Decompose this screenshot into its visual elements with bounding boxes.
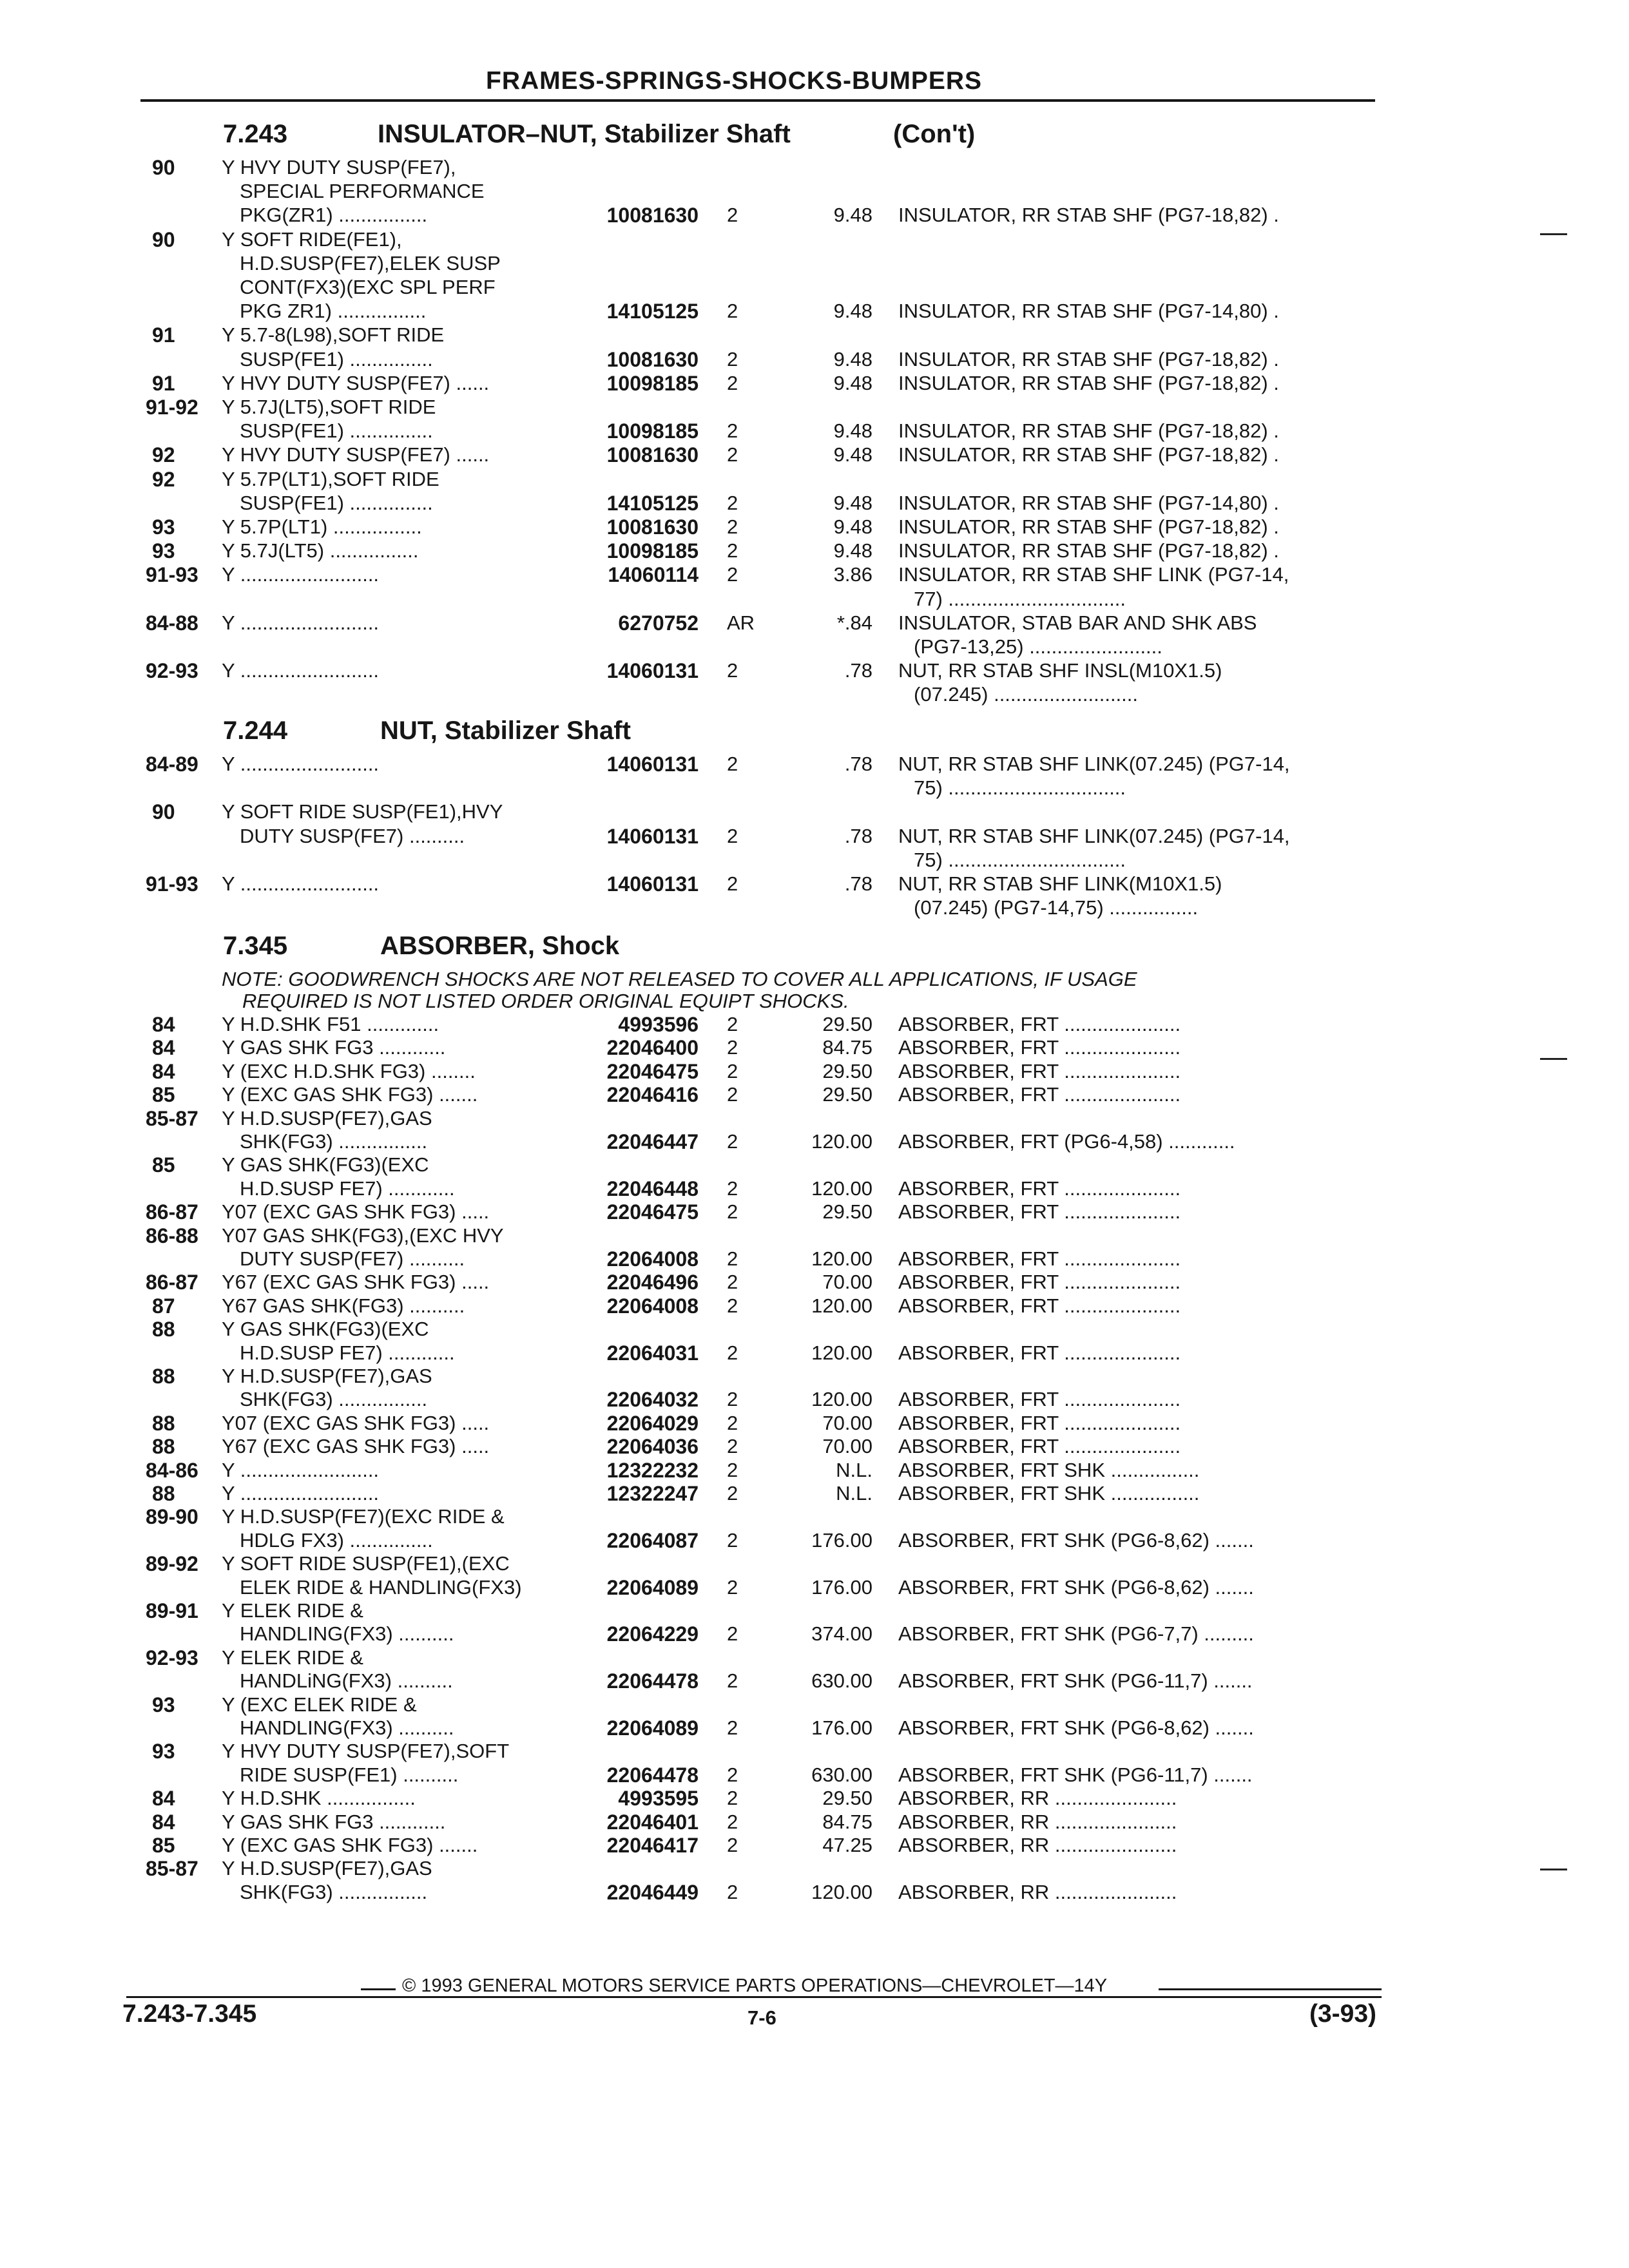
part-description: ABSORBER, FRT ..................... bbox=[898, 1294, 1181, 1317]
model-year: 86-87 bbox=[146, 1200, 198, 1224]
part-number: 14060131 bbox=[606, 753, 699, 776]
margin-mark bbox=[1540, 1869, 1567, 1870]
usage-line: PKG(ZR1) ................ bbox=[240, 204, 428, 227]
part-description: INSULATOR, RR STAB SHF (PG7-18,82) . bbox=[898, 515, 1279, 538]
usage-line: Y ELEK RIDE & bbox=[222, 1646, 363, 1669]
quantity: 2 bbox=[727, 1130, 738, 1153]
usage-line: Y07 (EXC GAS SHK FG3) ..... bbox=[222, 1411, 490, 1434]
list-price: 374.00 bbox=[811, 1622, 872, 1646]
usage-line: Y HVY DUTY SUSP(FE7) ...... bbox=[222, 443, 490, 466]
usage-line: Y ......................... bbox=[222, 753, 380, 775]
model-year: 92-93 bbox=[146, 1646, 198, 1669]
usage-line: PKG ZR1) ................ bbox=[240, 300, 427, 323]
usage-line: Y GAS SHK FG3 ............ bbox=[222, 1036, 446, 1059]
part-number: 22046417 bbox=[606, 1834, 699, 1857]
list-price: 47.25 bbox=[822, 1834, 872, 1856]
list-price: .78 bbox=[844, 753, 872, 775]
part-number: 12322232 bbox=[606, 1458, 699, 1482]
list-price: 9.48 bbox=[833, 204, 872, 227]
part-description: INSULATOR, RR STAB SHF (PG7-18,82) . bbox=[898, 347, 1279, 370]
part-description: ABSORBER, FRT SHK ................ bbox=[898, 1482, 1200, 1504]
model-year: 88 bbox=[152, 1411, 175, 1435]
part-number: 10098185 bbox=[606, 539, 699, 563]
quantity: 2 bbox=[727, 443, 738, 466]
quantity: 2 bbox=[727, 1177, 738, 1200]
quantity: 2 bbox=[727, 1294, 738, 1317]
list-price: 70.00 bbox=[822, 1411, 872, 1434]
part-number: 10098185 bbox=[606, 419, 699, 443]
usage-line: Y (EXC GAS SHK FG3) ....... bbox=[222, 1083, 478, 1106]
section-number: 7.345 bbox=[223, 932, 288, 960]
part-description: ABSORBER, FRT SHK (PG6-8,62) ....... bbox=[898, 1575, 1254, 1599]
part-number: 22064031 bbox=[606, 1341, 699, 1365]
quantity: 2 bbox=[727, 1763, 738, 1786]
part-description: ABSORBER, FRT ..................... bbox=[898, 1036, 1181, 1059]
part-number: 4993596 bbox=[618, 1013, 699, 1036]
list-price: 9.48 bbox=[833, 515, 872, 538]
list-price: 84.75 bbox=[822, 1036, 872, 1059]
quantity: 2 bbox=[727, 563, 738, 586]
usage-line: SHK(FG3) ................ bbox=[240, 1130, 428, 1153]
part-number: 22046475 bbox=[606, 1200, 699, 1224]
quantity: 2 bbox=[727, 753, 738, 775]
part-description: ABSORBER, FRT ..................... bbox=[898, 1059, 1181, 1082]
part-description: ABSORBER, FRT ..................... bbox=[898, 1271, 1181, 1294]
margin-mark bbox=[1540, 1058, 1567, 1060]
part-number: 6270752 bbox=[618, 611, 699, 635]
part-description: 75) ................................ bbox=[914, 848, 1126, 871]
section-note: REQUIRED IS NOT LISTED ORDER ORIGINAL EQUIPT SHOCKS. bbox=[242, 990, 849, 1012]
usage-line: Y 5.7P(LT1),SOFT RIDE bbox=[222, 467, 439, 490]
part-number: 22064478 bbox=[606, 1763, 699, 1787]
list-price: 9.48 bbox=[833, 539, 872, 562]
model-year: 87 bbox=[152, 1294, 175, 1318]
quantity: 2 bbox=[727, 539, 738, 562]
usage-line: Y H.D.SUSP(FE7),GAS bbox=[222, 1365, 432, 1387]
usage-line: Y ELEK RIDE & bbox=[222, 1599, 363, 1622]
quantity: 2 bbox=[727, 1388, 738, 1411]
usage-line: DUTY SUSP(FE7) .......... bbox=[240, 824, 465, 847]
part-description: (07.245) (PG7-14,75) ................ bbox=[914, 896, 1199, 919]
part-description: INSULATOR, RR STAB SHF (PG7-18,82) . bbox=[898, 419, 1279, 443]
quantity: 2 bbox=[727, 1341, 738, 1364]
part-number: 14060131 bbox=[606, 659, 699, 683]
quantity: 2 bbox=[727, 1810, 738, 1833]
list-price: 176.00 bbox=[811, 1716, 872, 1739]
part-description: ABSORBER, FRT ..................... bbox=[898, 1435, 1181, 1458]
part-description: NUT, RR STAB SHF LINK(07.245) (PG7-14, bbox=[898, 824, 1290, 847]
footer-copyright: © 1993 GENERAL MOTORS SERVICE PARTS OPERATIONS—CHEVROLET—14Y bbox=[402, 1975, 1108, 1996]
usage-line: HANDLING(FX3) .......... bbox=[240, 1716, 454, 1739]
list-price: 70.00 bbox=[822, 1435, 872, 1458]
list-price: 120.00 bbox=[811, 1880, 872, 1903]
usage-line: HANDLiNG(FX3) .......... bbox=[240, 1669, 453, 1693]
part-description: ABSORBER, FRT ..................... bbox=[898, 1200, 1181, 1224]
usage-line: Y 5.7J(LT5),SOFT RIDE bbox=[222, 396, 436, 418]
list-price: 120.00 bbox=[811, 1247, 872, 1270]
quantity: 2 bbox=[727, 491, 738, 514]
usage-line: H.D.SUSP FE7) ............ bbox=[240, 1341, 455, 1364]
quantity: 2 bbox=[727, 1411, 738, 1434]
part-description: 77) ................................ bbox=[914, 587, 1126, 610]
list-price: 9.48 bbox=[833, 347, 872, 370]
part-number: 22046400 bbox=[606, 1036, 699, 1060]
usage-line: CONT(FX3)(EXC SPL PERF bbox=[240, 276, 496, 298]
list-price: 84.75 bbox=[822, 1810, 872, 1833]
part-description: ABSORBER, FRT ..................... bbox=[898, 1247, 1181, 1270]
list-price: 120.00 bbox=[811, 1177, 872, 1200]
part-number: 10081630 bbox=[606, 515, 699, 539]
usage-line: Y 5.7P(LT1) ................ bbox=[222, 515, 422, 538]
list-price: 29.50 bbox=[822, 1013, 872, 1035]
model-year: 92 bbox=[152, 467, 175, 491]
quantity: 2 bbox=[727, 824, 738, 847]
usage-line: Y ......................... bbox=[222, 611, 380, 634]
part-description: NUT, RR STAB SHF INSL(M10X1.5) bbox=[898, 659, 1222, 682]
model-year: 93 bbox=[152, 1693, 175, 1716]
usage-line: Y (EXC GAS SHK FG3) ....... bbox=[222, 1834, 478, 1856]
quantity: 2 bbox=[727, 1458, 738, 1481]
usage-line: SHK(FG3) ................ bbox=[240, 1388, 428, 1411]
part-number: 10081630 bbox=[606, 204, 699, 227]
part-description: NUT, RR STAB SHF LINK(07.245) (PG7-14, bbox=[898, 753, 1290, 775]
header-rule bbox=[140, 99, 1375, 102]
section-note: NOTE: GOODWRENCH SHOCKS ARE NOT RELEASED TO COVER ALL APPLICATIONS, IF USAGE bbox=[222, 968, 1137, 990]
quantity: 2 bbox=[727, 347, 738, 370]
usage-line: Y (EXC H.D.SHK FG3) ........ bbox=[222, 1059, 476, 1082]
model-year: 84 bbox=[152, 1810, 175, 1834]
quantity: 2 bbox=[727, 1716, 738, 1739]
list-price: 70.00 bbox=[822, 1271, 872, 1294]
quantity: 2 bbox=[727, 1059, 738, 1082]
part-description: 75) ................................ bbox=[914, 776, 1126, 800]
list-price: 29.50 bbox=[822, 1787, 872, 1810]
model-year: 84 bbox=[152, 1787, 175, 1811]
part-number: 22064008 bbox=[606, 1294, 699, 1318]
usage-line: SPECIAL PERFORMANCE bbox=[240, 180, 485, 203]
list-price: 29.50 bbox=[822, 1083, 872, 1106]
usage-line: Y SOFT RIDE(FE1), bbox=[222, 227, 402, 251]
model-year: 88 bbox=[152, 1435, 175, 1459]
usage-line: Y07 GAS SHK(FG3),(EXC HVY bbox=[222, 1224, 504, 1247]
part-number: 22046401 bbox=[606, 1810, 699, 1834]
model-year: 89-90 bbox=[146, 1505, 198, 1529]
quantity: 2 bbox=[727, 1271, 738, 1294]
model-year: 86-87 bbox=[146, 1271, 198, 1294]
part-number: 22046447 bbox=[606, 1130, 699, 1153]
quantity: 2 bbox=[727, 1435, 738, 1458]
part-description: ABSORBER, FRT SHK ................ bbox=[898, 1458, 1200, 1481]
usage-line: RIDE SUSP(FE1) .......... bbox=[240, 1763, 459, 1786]
model-year: 89-91 bbox=[146, 1599, 198, 1622]
model-year: 84 bbox=[152, 1059, 175, 1083]
part-number: 10081630 bbox=[606, 443, 699, 467]
list-price: 120.00 bbox=[811, 1130, 872, 1153]
list-price: 29.50 bbox=[822, 1059, 872, 1082]
quantity: 2 bbox=[727, 1036, 738, 1059]
model-year: 91-93 bbox=[146, 563, 198, 587]
list-price: N.L. bbox=[836, 1482, 872, 1504]
model-year: 88 bbox=[152, 1318, 175, 1341]
usage-line: Y H.D.SHK ................ bbox=[222, 1787, 416, 1810]
part-number: 22064008 bbox=[606, 1247, 699, 1271]
list-price: 120.00 bbox=[811, 1341, 872, 1364]
usage-line: Y H.D.SHK F51 ............. bbox=[222, 1013, 439, 1035]
part-description: ABSORBER, FRT SHK (PG6-8,62) ....... bbox=[898, 1716, 1254, 1739]
model-year: 84 bbox=[152, 1013, 175, 1036]
usage-line: Y 5.7-8(L98),SOFT RIDE bbox=[222, 323, 445, 347]
usage-line: Y ......................... bbox=[222, 659, 380, 682]
list-price: 29.50 bbox=[822, 1200, 872, 1224]
model-year: 85 bbox=[152, 1083, 175, 1107]
section-name: NUT, Stabilizer Shaft bbox=[380, 716, 631, 745]
usage-line: Y SOFT RIDE SUSP(FE1),HVY bbox=[222, 800, 503, 823]
quantity: 2 bbox=[727, 419, 738, 443]
usage-line: ELEK RIDE & HANDLING(FX3) bbox=[240, 1575, 522, 1599]
part-description: ABSORBER, RR ...................... bbox=[898, 1810, 1177, 1833]
list-price: 120.00 bbox=[811, 1388, 872, 1411]
part-number: 14105125 bbox=[606, 300, 699, 323]
section-name: ABSORBER, Shock bbox=[380, 932, 620, 960]
part-number: 22046496 bbox=[606, 1271, 699, 1294]
part-description: ABSORBER, FRT ..................... bbox=[898, 1341, 1181, 1364]
part-description: INSULATOR, RR STAB SHF (PG7-14,80) . bbox=[898, 491, 1279, 514]
part-number: 10098185 bbox=[606, 371, 699, 395]
usage-line: Y GAS SHK(FG3)(EXC bbox=[222, 1153, 429, 1177]
model-year: 91 bbox=[152, 323, 175, 347]
footer-rule-left bbox=[361, 1988, 396, 1990]
model-year: 90 bbox=[152, 800, 175, 824]
model-year: 91-92 bbox=[146, 396, 198, 419]
model-year: 93 bbox=[152, 515, 175, 539]
part-number: 14060114 bbox=[608, 563, 699, 587]
model-year: 85 bbox=[152, 1834, 175, 1857]
part-number: 22064478 bbox=[606, 1669, 699, 1693]
list-price: .78 bbox=[844, 872, 872, 895]
model-year: 88 bbox=[152, 1365, 175, 1388]
part-number: 22064089 bbox=[606, 1716, 699, 1740]
part-number: 22046448 bbox=[606, 1177, 699, 1200]
usage-line: Y ......................... bbox=[222, 1458, 380, 1481]
list-price: 176.00 bbox=[811, 1528, 872, 1552]
quantity: 2 bbox=[727, 515, 738, 538]
usage-line: Y HVY DUTY SUSP(FE7) ...... bbox=[222, 371, 490, 394]
usage-line: HANDLING(FX3) .......... bbox=[240, 1622, 454, 1646]
part-description: INSULATOR, RR STAB SHF (PG7-18,82) . bbox=[898, 371, 1279, 394]
footer-rule-right bbox=[1159, 1988, 1382, 1990]
usage-line: HDLG FX3) ............... bbox=[240, 1528, 433, 1552]
usage-line: SUSP(FE1) ............... bbox=[240, 347, 433, 370]
part-description: ABSORBER, FRT ..................... bbox=[898, 1083, 1181, 1106]
part-description: INSULATOR, RR STAB SHF (PG7-18,82) . bbox=[898, 204, 1279, 227]
usage-line: Y SOFT RIDE SUSP(FE1),(EXC bbox=[222, 1552, 510, 1575]
usage-line: SUSP(FE1) ............... bbox=[240, 419, 433, 443]
part-description: (07.245) .......................... bbox=[914, 683, 1139, 706]
part-number: 4993595 bbox=[618, 1787, 699, 1811]
part-description: (PG7-13,25) ........................ bbox=[914, 635, 1162, 658]
list-price: 9.48 bbox=[833, 443, 872, 466]
list-price: N.L. bbox=[836, 1458, 872, 1481]
quantity: 2 bbox=[727, 371, 738, 394]
quantity: 2 bbox=[727, 1200, 738, 1224]
part-description: INSULATOR, RR STAB SHF LINK (PG7-14, bbox=[898, 563, 1289, 586]
usage-line: Y HVY DUTY SUSP(FE7), bbox=[222, 156, 456, 178]
usage-line: Y H.D.SUSP(FE7),GAS bbox=[222, 1106, 432, 1129]
usage-line: SUSP(FE1) ............... bbox=[240, 491, 433, 514]
model-year: 91 bbox=[152, 371, 175, 395]
part-number: 22046475 bbox=[606, 1059, 699, 1083]
part-description: ABSORBER, FRT SHK (PG6-11,7) ....... bbox=[898, 1669, 1253, 1693]
model-year: 90 bbox=[152, 156, 175, 179]
model-year: 84-86 bbox=[146, 1458, 198, 1482]
part-number: 14060131 bbox=[606, 824, 699, 848]
footer-section-ref: 7.243-7.345 bbox=[122, 2000, 257, 2028]
part-number: 22064032 bbox=[606, 1388, 699, 1412]
model-year: 86-88 bbox=[146, 1224, 198, 1247]
usage-line: Y ......................... bbox=[222, 563, 380, 586]
quantity: 2 bbox=[727, 1787, 738, 1810]
list-price: 3.86 bbox=[833, 563, 872, 586]
part-description: ABSORBER, FRT ..................... bbox=[898, 1411, 1181, 1434]
usage-line: Y07 (EXC GAS SHK FG3) ..... bbox=[222, 1200, 490, 1224]
quantity: AR bbox=[727, 611, 755, 634]
quantity: 2 bbox=[727, 1528, 738, 1552]
part-description: ABSORBER, FRT (PG6-4,58) ............ bbox=[898, 1130, 1235, 1153]
part-description: ABSORBER, RR ...................... bbox=[898, 1834, 1177, 1856]
usage-line: DUTY SUSP(FE7) .......... bbox=[240, 1247, 465, 1270]
section-continued: (Con't) bbox=[893, 120, 976, 148]
model-year: 91-93 bbox=[146, 872, 198, 896]
usage-line: Y HVY DUTY SUSP(FE7),SOFT bbox=[222, 1740, 510, 1763]
part-number: 22064036 bbox=[606, 1435, 699, 1459]
footer-page-number: 7-6 bbox=[747, 2006, 776, 2029]
model-year: 88 bbox=[152, 1482, 175, 1505]
usage-line: Y H.D.SUSP(FE7)(EXC RIDE & bbox=[222, 1505, 505, 1528]
quantity: 2 bbox=[727, 204, 738, 227]
usage-line: Y (EXC ELEK RIDE & bbox=[222, 1693, 417, 1716]
part-number: 12322247 bbox=[606, 1482, 699, 1505]
quantity: 2 bbox=[727, 1622, 738, 1646]
part-description: ABSORBER, FRT ..................... bbox=[898, 1388, 1181, 1411]
usage-line: Y67 (EXC GAS SHK FG3) ..... bbox=[222, 1271, 490, 1294]
part-number: 22064089 bbox=[606, 1575, 699, 1599]
quantity: 2 bbox=[727, 1013, 738, 1035]
model-year: 85-87 bbox=[146, 1857, 198, 1881]
list-price: 630.00 bbox=[811, 1669, 872, 1693]
list-price: 9.48 bbox=[833, 300, 872, 323]
quantity: 2 bbox=[727, 1669, 738, 1693]
list-price: 630.00 bbox=[811, 1763, 872, 1786]
list-price: 9.48 bbox=[833, 419, 872, 443]
footer-date: (3-93) bbox=[1309, 2000, 1377, 2028]
section-number: 7.244 bbox=[223, 716, 288, 745]
list-price: 9.48 bbox=[833, 491, 872, 514]
part-number: 14105125 bbox=[606, 491, 699, 515]
quantity: 2 bbox=[727, 1247, 738, 1270]
part-description: INSULATOR, RR STAB SHF (PG7-18,82) . bbox=[898, 539, 1279, 562]
margin-mark bbox=[1540, 233, 1567, 235]
page-title: FRAMES-SPRINGS-SHOCKS-BUMPERS bbox=[486, 67, 983, 95]
part-description: ABSORBER, FRT SHK (PG6-8,62) ....... bbox=[898, 1528, 1254, 1552]
model-year: 92 bbox=[152, 443, 175, 467]
usage-line: Y67 GAS SHK(FG3) .......... bbox=[222, 1294, 465, 1317]
part-description: ABSORBER, RR ...................... bbox=[898, 1787, 1177, 1810]
model-year: 85 bbox=[152, 1153, 175, 1177]
usage-line: H.D.SUSP FE7) ............ bbox=[240, 1177, 455, 1200]
footer-rule-main bbox=[126, 1996, 1382, 1998]
quantity: 2 bbox=[727, 1880, 738, 1903]
part-number: 22064087 bbox=[606, 1528, 699, 1552]
usage-line: Y67 (EXC GAS SHK FG3) ..... bbox=[222, 1435, 490, 1458]
list-price: *.84 bbox=[836, 611, 872, 634]
quantity: 2 bbox=[727, 1083, 738, 1106]
part-description: NUT, RR STAB SHF LINK(M10X1.5) bbox=[898, 872, 1222, 895]
quantity: 2 bbox=[727, 1834, 738, 1856]
part-number: 22046449 bbox=[606, 1880, 699, 1904]
quantity: 2 bbox=[727, 1482, 738, 1504]
usage-line: Y GAS SHK FG3 ............ bbox=[222, 1810, 446, 1833]
part-description: ABSORBER, FRT SHK (PG6-7,7) ......... bbox=[898, 1622, 1254, 1646]
usage-line: Y ......................... bbox=[222, 1482, 380, 1504]
part-description: INSULATOR, RR STAB SHF (PG7-18,82) . bbox=[898, 443, 1279, 466]
section-number: 7.243 bbox=[223, 120, 288, 148]
list-price: 9.48 bbox=[833, 371, 872, 394]
usage-line: Y H.D.SUSP(FE7),GAS bbox=[222, 1857, 432, 1880]
model-year: 92-93 bbox=[146, 659, 198, 683]
section-name: INSULATOR–NUT, Stabilizer Shaft bbox=[378, 120, 791, 148]
model-year: 84-88 bbox=[146, 611, 198, 635]
usage-line: Y GAS SHK(FG3)(EXC bbox=[222, 1318, 429, 1341]
part-description: ABSORBER, FRT SHK (PG6-11,7) ....... bbox=[898, 1763, 1253, 1786]
part-number: 14060131 bbox=[606, 872, 699, 896]
part-number: 22064029 bbox=[606, 1411, 699, 1435]
part-number: 22046416 bbox=[606, 1083, 699, 1107]
model-year: 85-87 bbox=[146, 1106, 198, 1130]
usage-line: SHK(FG3) ................ bbox=[240, 1880, 428, 1903]
quantity: 2 bbox=[727, 1575, 738, 1599]
model-year: 93 bbox=[152, 539, 175, 563]
quantity: 2 bbox=[727, 300, 738, 323]
part-description: ABSORBER, FRT ..................... bbox=[898, 1013, 1181, 1035]
list-price: 176.00 bbox=[811, 1575, 872, 1599]
model-year: 89-92 bbox=[146, 1552, 198, 1576]
part-description: ABSORBER, FRT ..................... bbox=[898, 1177, 1181, 1200]
usage-line: Y ......................... bbox=[222, 872, 380, 895]
part-number: 22064229 bbox=[606, 1622, 699, 1646]
model-year: 84 bbox=[152, 1036, 175, 1060]
part-description: ABSORBER, RR ...................... bbox=[898, 1880, 1177, 1903]
model-year: 93 bbox=[152, 1740, 175, 1763]
quantity: 2 bbox=[727, 872, 738, 895]
usage-line: H.D.SUSP(FE7),ELEK SUSP bbox=[240, 251, 501, 274]
list-price: .78 bbox=[844, 659, 872, 682]
model-year: 90 bbox=[152, 227, 175, 251]
part-description: INSULATOR, STAB BAR AND SHK ABS bbox=[898, 611, 1257, 634]
part-description: INSULATOR, RR STAB SHF (PG7-14,80) . bbox=[898, 300, 1279, 323]
part-number: 10081630 bbox=[606, 347, 699, 371]
list-price: .78 bbox=[844, 824, 872, 847]
quantity: 2 bbox=[727, 659, 738, 682]
usage-line: Y 5.7J(LT5) ................ bbox=[222, 539, 419, 562]
model-year: 84-89 bbox=[146, 753, 198, 776]
list-price: 120.00 bbox=[811, 1294, 872, 1317]
